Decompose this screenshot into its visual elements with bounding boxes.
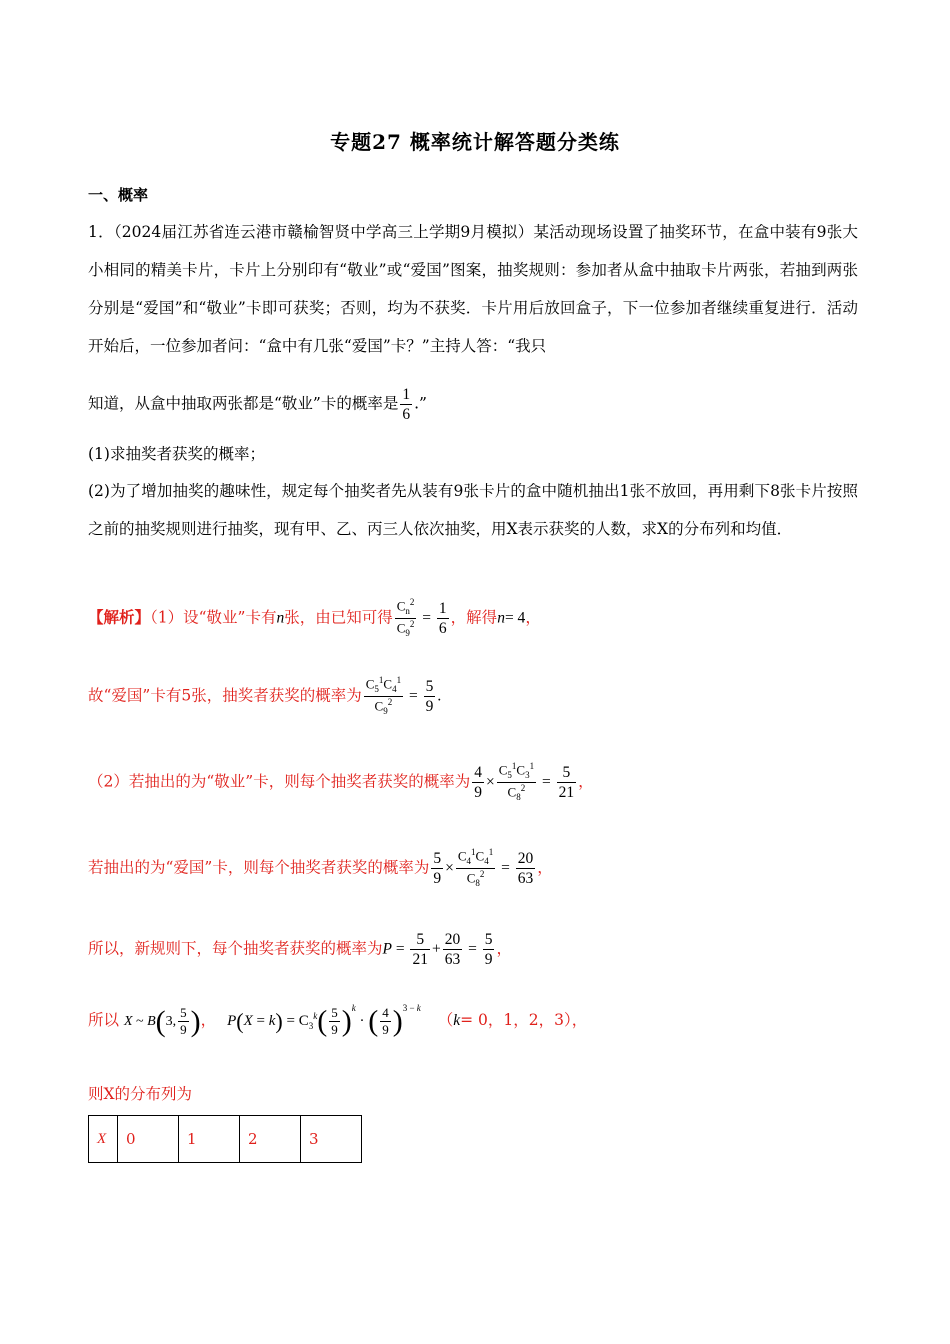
problem-text [88,213,858,365]
solution-line-1: 【解析】（1）设“敬业”卡有n张，由已知可得 $\frac{C_n^2}{C_9^2}$ = $\frac{1}{6}$ ，解得n= 4， [88,597,541,638]
question-1: (1)求抽奖者获奖的概率； [88,445,265,463]
table-cell: X [89,1116,118,1163]
solution-line-7: 则X的分布列为 [88,1085,193,1103]
table-cell: 1 [179,1116,240,1163]
solution-line-4: 若抽出的为“爱国”卡，则每个抽奖者获奖的概率为 $\frac{5}{9}$ × $\frac{C_4^1C_4^1}{C_8^2}$ = $\frac{20}{63}$ ， [88,847,553,888]
fraction-one-sixth-2: $\frac{1}{6}$ [438,599,447,637]
formula-c51c31-over-c82: $\frac{C_5^1C_3^1}{C_8^2}$ [498,761,535,802]
problem-source: （2024届江苏省连云港市赣榆智贤中学高三上学期9月模拟） [113,223,534,241]
section-heading: 一、概率 [88,186,149,204]
distribution-table [88,1115,362,1163]
table-cell: 2 [240,1116,301,1163]
problem-number: 1． [88,223,114,241]
solution-tag: 【解析】 [88,607,151,627]
fraction-five-ninths: $\frac{5}{9}$ [425,677,434,715]
solution-line-2: 故“爱国”卡有5张，抽奖者获奖的概率为 $\frac{C_5^1C_4^1}{C_9^2}$ = $\frac{5}{9}$ . [88,675,442,716]
problem-body: 某活动现场设置了抽奖环节，在盒中装有9张大小相同的精美卡片，卡片上分别印有“敬业”或“爱国”图案，抽奖规则：参加者从盒中抽取卡片两张，若抽到两张分别是“爱国”和“敬业”卡即可获奖；否则，均为不获奖．卡片用后放回盒子，下一位参加者继续重复进行．活动开始后，一位参加者问：“盒中有几张“爱国”卡？”主持人答：“我只 [88,223,858,355]
table-row [89,1116,362,1163]
fraction-one-sixth: $\frac{1}{6}$ [402,386,411,424]
formula-c51c41-over-c92: $\frac{C_5^1C_4^1}{C_9^2}$ [365,675,402,716]
solution-line-3: （2）若抽出的为“敬业”卡，则每个抽奖者获奖的概率为 $\frac{4}{9}$ × $\frac{C_5^1C_3^1}{C_8^2}$ = $\frac{5}{21}$ ， [88,761,594,802]
question-2: (2)为了增加抽奖的趣味性，规定每个抽奖者先从装有9张卡片的盒中随机抽出1张不放回，再用剩下8张卡片按照之前的抽奖规则进行抽奖，现有甲、乙、丙三人依次抽奖，用X表示获奖的人数，求X的分布列和均值． [88,482,858,538]
formula-c41c41-over-c82: $\frac{C_4^1C_4^1}{C_8^2}$ [457,847,494,888]
problem-text-end: 知道，从盒中抽取两张都是“敬业”卡的概率是 $\frac{1}{6}$ .” [88,386,427,424]
table-cell: 0 [118,1116,179,1163]
page-title: 专题27 概率统计解答题分类练 [330,130,620,154]
table-cell: 3 [301,1116,362,1163]
formula-cn2-over-c92: $\frac{C_n^2}{C_9^2}$ [396,597,415,638]
solution-line-5: 所以，新规则下，每个抽奖者获奖的概率为P = $\frac{5}{21}$ + $\frac{20}{63}$ = $\frac{5}{9}$ ， [88,931,512,969]
solution-line-6: 所以 X ~ B(3, $\frac{5}{9}$ )， $P(X = k) = C_3^k$( $\frac{5}{9}$ )$^k$ · ( $\frac{4}{9}$ )$^{3 - k}$ （k= 0，1，2，3）， [88,1003,588,1038]
